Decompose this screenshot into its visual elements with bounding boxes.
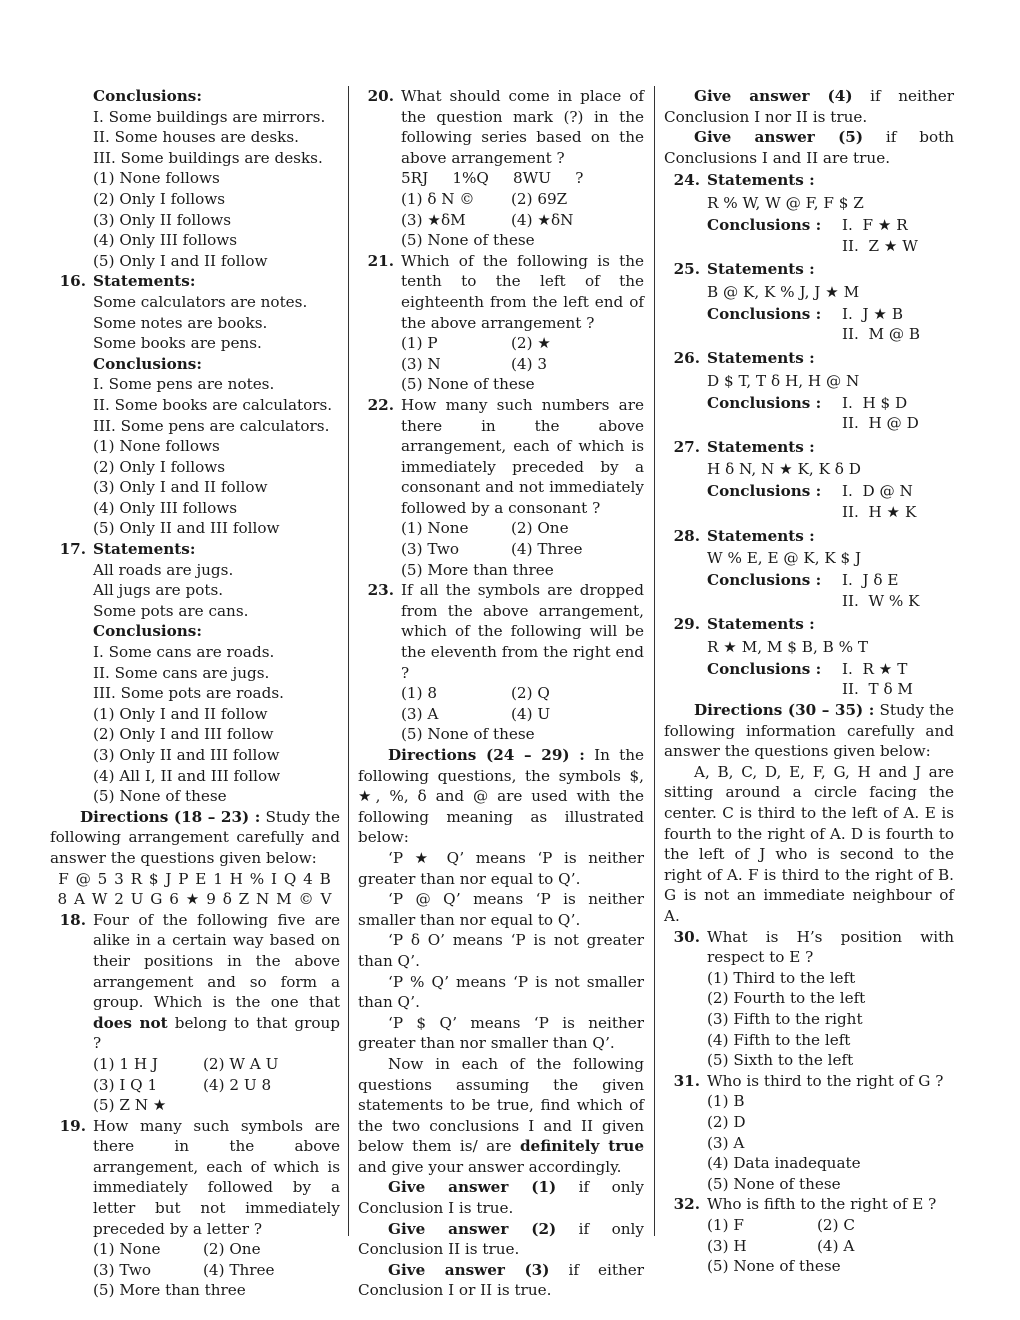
directions-18-23	[50, 807, 340, 869]
column-1	[50, 86, 340, 1301]
conclusions-heading: Conclusions :	[707, 215, 822, 234]
q15-option: (2) Only I follows	[93, 189, 226, 208]
option: (2) D	[707, 1112, 746, 1131]
question-number: 23.	[367, 581, 394, 600]
option: (1) Only I and II follow	[93, 704, 268, 723]
option: (4) Three	[511, 540, 583, 559]
series: 5RJ 1%Q 8WU ?	[401, 169, 584, 188]
option-row	[358, 683, 644, 704]
question-number: 22.	[367, 395, 394, 414]
q15-option: (1) None follows	[93, 169, 220, 188]
option-row	[358, 189, 644, 210]
directions-label: Directions (18 – 23) :	[80, 807, 261, 826]
arrangement-row-2: 8 A W 2 U G 6 ★ 9 δ Z N M © V	[57, 890, 333, 909]
option: (4) 2 U 8	[203, 1075, 272, 1094]
option-row	[664, 1236, 954, 1257]
q15-option: (3) Only II follows	[93, 210, 232, 229]
option: (2) W A U	[203, 1054, 279, 1073]
option: (4) Only III follows	[93, 498, 238, 517]
option-row	[358, 354, 644, 375]
statement: B @ K, K % J, J ★ M	[707, 282, 860, 301]
statements-heading: Statements:	[93, 272, 196, 291]
conclusion: I. R ★ T	[842, 659, 908, 678]
question-number: 17.	[59, 540, 86, 559]
question-number: 26.	[673, 348, 700, 367]
option: (5) Only II and III follow	[93, 519, 280, 538]
conclusions-heading: Conclusions :	[707, 304, 822, 323]
column-rule-2	[654, 86, 655, 1236]
conclusion: II. H @ D	[842, 414, 919, 433]
answer-rule-label: Give answer (5)	[694, 128, 864, 147]
option-row	[664, 1215, 954, 1236]
option: (1) P	[401, 334, 438, 353]
question-text-part: belong to that group ?	[93, 1013, 341, 1053]
q15-conclusion: I. Some buildings are mirrors.	[93, 107, 326, 126]
option: (1) F	[707, 1215, 744, 1234]
option-row	[50, 1260, 340, 1281]
symbol-definition: ‘P @ Q’ means ‘P is neither smaller than nor equal to Q’.	[358, 890, 644, 929]
answer-rule-text: if only Conclusion II is true.	[358, 1219, 644, 1259]
question-number: 20.	[367, 87, 394, 105]
option: (4) U	[511, 704, 551, 723]
option: (3) Only I and II follow	[93, 478, 268, 497]
conclusions-heading: Conclusions :	[707, 571, 822, 590]
option: (4) 3	[511, 354, 548, 373]
conclusions-heading: Conclusions:	[93, 354, 202, 373]
answer-rule	[358, 1219, 644, 1260]
statement: All jugs are pots.	[93, 581, 224, 600]
option: (5) More than three	[401, 560, 554, 579]
question-27	[664, 437, 954, 523]
option-row	[664, 1256, 954, 1277]
question-28	[664, 526, 954, 612]
option: (5) None of these	[401, 231, 535, 250]
column-2	[358, 86, 644, 1301]
question-number: 31.	[673, 1071, 700, 1090]
option-row	[358, 560, 644, 581]
option: (1) 8	[401, 684, 438, 703]
question-text-part: Four of the following five are alike in a certain way based on their positions in the above arrangement and so form a group. Which is the one that	[93, 910, 340, 1012]
option: (3) N	[401, 354, 441, 373]
question-text: Who is third to the right of G ?	[707, 1071, 944, 1090]
conclusion: I. H $ D	[842, 393, 908, 412]
option: (2) 69Z	[511, 189, 568, 208]
option: (3) ★δM	[401, 210, 466, 229]
answer-rule-text: if either Conclusion I or II is true.	[358, 1260, 644, 1300]
question-29	[664, 614, 954, 700]
question-24	[664, 170, 954, 256]
question-21	[358, 251, 644, 333]
statement: All roads are jugs.	[93, 560, 234, 579]
answer-rule-text: if only Conclusion I is true.	[358, 1178, 644, 1218]
instructions-emphasis: definitely true	[519, 1137, 644, 1156]
question-number: 30.	[673, 927, 700, 946]
question-23	[358, 580, 644, 683]
conclusions-heading: Conclusions:	[93, 622, 202, 641]
option: (4) Data inadequate	[707, 1154, 861, 1173]
question-number: 24.	[673, 171, 700, 190]
question-text: Who is fifth to the right of E ?	[707, 1195, 937, 1214]
answer-rule-label: Give answer (1)	[388, 1178, 557, 1197]
conclusion: I. Some pens are notes.	[93, 375, 275, 394]
statements-heading: Statements :	[707, 526, 815, 545]
conclusion: I. D @ N	[842, 482, 913, 501]
answer-rule-label: Give answer (2)	[388, 1219, 557, 1238]
option: (5) None of these	[93, 787, 227, 806]
conclusions-heading: Conclusions :	[707, 393, 822, 412]
directions-text: Study the following information carefully and answer the questions given below:	[664, 701, 954, 761]
arrangement-row-1: F @ 5 3 R $ J P E 1 H % I Q 4 B	[58, 869, 332, 888]
directions-label: Directions (24 – 29) :	[388, 746, 585, 764]
column-3	[664, 86, 954, 1277]
option: (2) ★	[511, 334, 551, 353]
instructions	[358, 1054, 644, 1178]
question-20	[358, 86, 644, 168]
option: (2) Only I follows	[93, 457, 226, 476]
option: (1) 1 H J	[93, 1054, 158, 1073]
conclusion: II. Z ★ W	[842, 236, 918, 255]
q15-conclusion: II. Some houses are desks.	[93, 128, 299, 147]
statement: R ★ M, M $ B, B % T	[707, 637, 868, 656]
answer-rule-text: if both Conclusions I and II are true.	[664, 128, 954, 167]
option-row	[50, 1239, 340, 1260]
option: (1) Third to the left	[707, 968, 856, 987]
statement: Some notes are books.	[93, 313, 268, 332]
option: (4) Three	[203, 1260, 275, 1279]
option: (2) One	[203, 1240, 261, 1259]
question-number: 16.	[59, 272, 86, 291]
question-text: Which of the following is the tenth to the left of the eighteenth from the left end of the above arrangement ?	[401, 251, 644, 332]
option-row	[50, 1095, 340, 1116]
conclusion: I. F ★ R	[842, 215, 908, 234]
question-25	[664, 259, 954, 345]
option-row	[50, 1054, 340, 1075]
column-rule-1	[348, 86, 349, 1236]
q15-option: (5) Only I and II follow	[93, 251, 268, 270]
option: (4) A	[817, 1236, 855, 1255]
option: (4) ★δN	[511, 210, 574, 229]
option: (5) None of these	[401, 375, 535, 394]
directions-text: In the following questions, the symbols $, ★, %, δ and @ are used with the following meaning as illustrated below:	[358, 746, 644, 847]
q15-conclusion: III. Some buildings are desks.	[93, 148, 323, 167]
question-text: How many such numbers are there in the above arrangement, each of which is immediately preceded by a consonant and not immediately followed by a consonant ?	[401, 395, 644, 517]
option-row	[358, 230, 644, 251]
option: (2) Only I and III follow	[93, 725, 274, 744]
question-26	[664, 348, 954, 434]
question-31	[664, 1071, 954, 1092]
option: (2) Q	[511, 684, 550, 703]
option-row	[358, 374, 644, 395]
conclusion: I. J ★ B	[842, 304, 904, 323]
question-number: 32.	[673, 1195, 700, 1214]
conclusion: III. Some pots are roads.	[93, 684, 284, 703]
answer-rule	[358, 1177, 644, 1218]
directions-label: Directions (30 – 35) :	[694, 701, 875, 720]
symbol-definition: ‘P $ Q’ means ‘P is neither greater than nor smaller than Q’.	[358, 1013, 644, 1053]
directions-24-29	[358, 745, 644, 848]
question-19	[50, 1116, 340, 1240]
conclusion: II. Some books are calculators.	[93, 395, 333, 414]
conclusion: II. M @ B	[842, 325, 921, 344]
conclusion: II. T δ M	[842, 680, 913, 699]
question-number: 29.	[673, 615, 700, 634]
question-30	[664, 927, 954, 968]
option: (3) A	[401, 704, 439, 723]
question-text: What should come in place of the question mark (?) in the following series based on the above arrangement ?	[401, 87, 644, 167]
question-number: 18.	[59, 910, 86, 929]
symbol-definition: ‘P % Q’ means ‘P is not smaller than Q’.	[358, 972, 644, 1012]
option: (1) δ N ©	[401, 189, 475, 208]
statements-heading: Statements :	[707, 615, 815, 634]
option-row	[358, 539, 644, 560]
answer-rule-label: Give answer (3)	[388, 1260, 550, 1279]
question-text: How many such symbols are there in the above arrangement, each of which is immediately followed by a letter but not immediately preceded by a letter ?	[93, 1116, 340, 1238]
option: (3) I Q 1	[93, 1075, 158, 1094]
q15-option: (4) Only III follows	[93, 231, 238, 250]
option-row	[358, 724, 644, 745]
answer-rule	[358, 1260, 644, 1301]
option: (2) One	[511, 519, 569, 538]
directions-text: Study the following arrangement carefully and answer the questions given below:	[50, 807, 340, 867]
option: (3) Fifth to the right	[707, 1009, 863, 1028]
q15-conclusions-heading: Conclusions:	[93, 87, 202, 105]
statements-heading: Statements:	[93, 540, 196, 559]
conclusion: I. Some cans are roads.	[93, 643, 275, 662]
option: (3) H	[707, 1236, 747, 1255]
statements-heading: Statements :	[707, 171, 815, 190]
question-emphasis: does not	[93, 1013, 168, 1032]
statement: R % W, W @ F, F $ Z	[707, 193, 864, 212]
option: (1) B	[707, 1092, 745, 1111]
question-text: If all the symbols are dropped from the above arrangement, which of the following will be the eleventh from the right end ?	[401, 581, 644, 682]
question-text: What is H’s position with respect to E ?	[707, 927, 954, 967]
option-row	[50, 1280, 340, 1301]
option: (1) None	[93, 1240, 161, 1259]
conclusions-heading: Conclusions :	[707, 482, 822, 501]
option: (1) None	[401, 519, 469, 538]
question-17	[50, 539, 340, 560]
option: (5) None of these	[707, 1257, 841, 1276]
answer-rule-text: if neither Conclusion I nor II is true.	[664, 87, 954, 126]
conclusion: II. H ★ K	[842, 502, 917, 521]
statements-heading: Statements :	[707, 260, 815, 279]
conclusions-heading: Conclusions :	[707, 659, 822, 678]
statement: Some calculators are notes.	[93, 292, 308, 311]
symbol-definition: ‘P δ O’ means ‘P is not greater than Q’.	[358, 931, 644, 970]
conclusion: III. Some pens are calculators.	[93, 416, 330, 435]
option: (2) Fourth to the left	[707, 989, 866, 1008]
option-row	[358, 704, 644, 725]
option-row	[50, 1075, 340, 1096]
answer-rule	[664, 127, 954, 168]
statement: D $ T, T δ H, H @ N	[707, 371, 860, 390]
conclusion: I. J δ E	[842, 571, 899, 590]
statements-heading: Statements :	[707, 348, 815, 367]
seating-passage: A, B, C, D, E, F, G, H and J are sitting around a circle facing the center. C is third to the left of A. E is fourth to the right of A. D is fourth to the left of J who is second to the right of A. F is third to the right of B. G is not an immediate neighbour of A.	[664, 762, 954, 925]
option: (3) Two	[93, 1260, 152, 1279]
instructions-part: Now in each of the following questions assuming the given statements to be true, find which of the two conclusions I and II given below them is/ are	[358, 1054, 644, 1156]
option-row	[358, 333, 644, 354]
conclusion: II. Some cans are jugs.	[93, 663, 270, 682]
question-number: 25.	[673, 260, 700, 279]
instructions-part: and give your answer accordingly.	[358, 1157, 622, 1176]
question-number: 19.	[59, 1116, 86, 1135]
option-row	[358, 210, 644, 231]
question-number: 27.	[673, 437, 700, 456]
option: (1) None follows	[93, 437, 220, 456]
option: (4) Fifth to the left	[707, 1030, 851, 1049]
option: (5) More than three	[93, 1281, 246, 1300]
conclusion: II. W % K	[842, 591, 920, 610]
option: (5) None of these	[707, 1174, 841, 1193]
statement: W % E, E @ K, K $ J	[707, 549, 862, 568]
question-number: 21.	[367, 251, 394, 270]
option: (5) None of these	[401, 725, 535, 744]
question-16	[50, 271, 340, 292]
statement: Some books are pens.	[93, 334, 262, 353]
question-22	[358, 395, 644, 519]
option: (2) C	[817, 1215, 855, 1234]
option-row	[358, 518, 644, 539]
statement: H δ N, N ★ K, K δ D	[707, 460, 861, 479]
question-text	[93, 910, 340, 1054]
question-32	[664, 1194, 954, 1215]
question-number: 28.	[673, 526, 700, 545]
statements-heading: Statements :	[707, 437, 815, 456]
option: (3) Two	[401, 540, 460, 559]
question-18	[50, 910, 340, 1054]
statement: Some pots are cans.	[93, 601, 249, 620]
option: (5) Z N ★	[93, 1096, 167, 1115]
option: (3) A	[707, 1133, 745, 1152]
option: (4) All I, II and III follow	[93, 766, 281, 785]
symbol-definition: ‘P ★ Q’ means ‘P is neither greater than nor equal to Q’.	[358, 848, 644, 888]
answer-rule-label: Give answer (4)	[694, 87, 853, 105]
option: (5) Sixth to the left	[707, 1051, 854, 1070]
directions-30-35	[664, 700, 954, 762]
option: (3) Only II and III follow	[93, 746, 280, 764]
answer-rule	[664, 86, 954, 127]
